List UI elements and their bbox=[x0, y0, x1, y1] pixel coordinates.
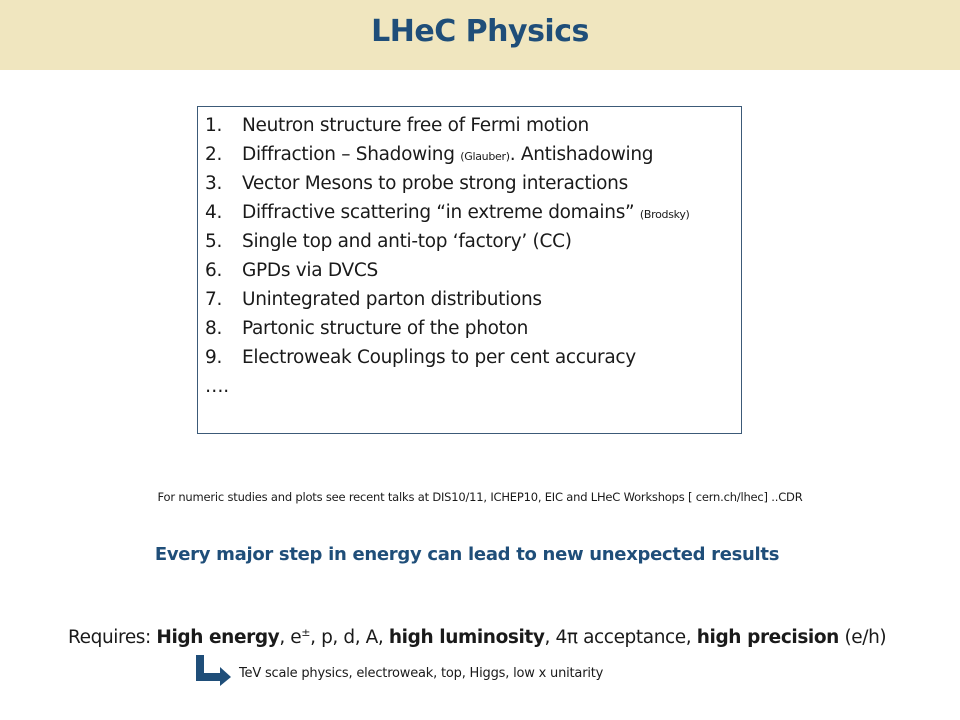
list-item bbox=[205, 345, 690, 374]
requires-prefix: Requires: bbox=[68, 627, 157, 649]
slide-title: LHeC Physics bbox=[371, 14, 589, 49]
requires-mid2: , p, d, A, bbox=[310, 627, 389, 649]
item-text: Partonic structure of the photon bbox=[242, 318, 529, 339]
list-item bbox=[205, 258, 690, 287]
list-item bbox=[205, 200, 690, 229]
item-note: (Glauber) bbox=[460, 150, 510, 163]
item-note: (Brodsky) bbox=[639, 208, 690, 221]
item-text: Single top and anti-top ‘factory’ (CC) bbox=[242, 231, 572, 252]
outcomes-line: TeV scale physics, electroweak, top, Higgs, low x unitarity bbox=[239, 666, 604, 681]
list-ellipsis bbox=[205, 374, 690, 403]
item-number: 2. bbox=[205, 144, 223, 165]
item-number: 4. bbox=[205, 202, 223, 223]
list-item bbox=[205, 229, 690, 258]
item-text: Diffraction – Shadowing bbox=[242, 144, 461, 165]
list-item bbox=[205, 287, 690, 316]
references-note: For numeric studies and plots see recent talks at DIS10/11, ICHEP10, EIC and LHeC Workshops [ cern.ch/lhec] ..CDR bbox=[157, 490, 803, 504]
plus-minus-superscript: ± bbox=[301, 626, 311, 639]
list-item bbox=[205, 142, 690, 171]
list-item bbox=[205, 171, 690, 200]
requirements-line bbox=[68, 626, 886, 648]
item-number: 8. bbox=[205, 318, 223, 339]
item-number: 6. bbox=[205, 260, 223, 281]
item-text: Diffractive scattering “in extreme domains” bbox=[242, 202, 640, 223]
item-number: 3. bbox=[205, 173, 223, 194]
list-item bbox=[205, 113, 690, 142]
item-text-after: . Antishadowing bbox=[509, 144, 654, 165]
item-text: GPDs via DVCS bbox=[242, 260, 378, 281]
requires-mid3: , 4π acceptance, bbox=[544, 627, 697, 649]
ellipsis: …. bbox=[205, 376, 229, 397]
requires-suffix: (e/h) bbox=[838, 627, 887, 649]
item-text: Vector Mesons to probe strong interactions bbox=[242, 173, 628, 194]
item-number: 1. bbox=[205, 115, 223, 136]
high-luminosity: high luminosity bbox=[388, 627, 545, 649]
item-number: 9. bbox=[205, 347, 223, 368]
bent-arrow-icon bbox=[193, 653, 233, 687]
item-text: Electroweak Couplings to per cent accuracy bbox=[242, 347, 636, 368]
item-text: Unintegrated parton distributions bbox=[242, 289, 542, 310]
topics-list bbox=[205, 113, 690, 403]
item-number: 7. bbox=[205, 289, 223, 310]
requires-mid1: , e bbox=[279, 627, 302, 649]
key-message: Every major step in energy can lead to new unexpected results bbox=[154, 544, 780, 565]
item-number: 5. bbox=[205, 231, 223, 252]
high-precision: high precision bbox=[696, 627, 839, 649]
high-energy: High energy bbox=[156, 627, 280, 649]
list-item bbox=[205, 316, 690, 345]
item-text: Neutron structure free of Fermi motion bbox=[242, 115, 589, 136]
